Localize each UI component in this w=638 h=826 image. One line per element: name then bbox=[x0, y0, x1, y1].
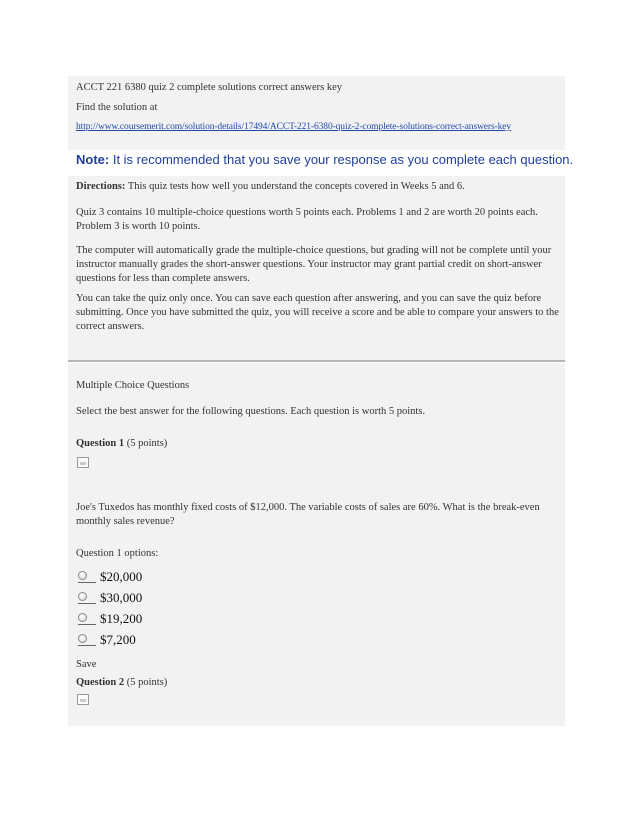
radio-button[interactable] bbox=[78, 613, 87, 622]
header-block bbox=[68, 76, 565, 150]
question-2-points: (5 points) bbox=[124, 677, 168, 688]
directions-paragraph-1: Quiz 3 contains 10 multiple-choice questions worth 5 points each. Problems 1 and 2 are worth 20 points each. Problem 3 is worth 10 points. bbox=[76, 207, 538, 232]
mcq-heading: Multiple Choice Questions bbox=[76, 380, 190, 391]
radio-button[interactable] bbox=[78, 592, 87, 601]
question-1-options-label: Question 1 options: bbox=[76, 548, 159, 559]
note-label: Note: bbox=[76, 152, 110, 167]
directions-block bbox=[68, 176, 565, 360]
image-placeholder-icon bbox=[77, 694, 89, 705]
radio-underline bbox=[78, 645, 96, 646]
note-body: It is recommended that you save your response as you complete each question. bbox=[109, 152, 574, 167]
option-1[interactable] bbox=[78, 568, 143, 586]
directions-paragraph-3: You can take the quiz only once. You can save each question after answering, and you can save the quiz before submitting. Once you have submitted the quiz, you will receive a score and be able to compare your answers to the correct answers. bbox=[76, 293, 559, 332]
image-placeholder-icon bbox=[77, 457, 89, 468]
section-divider bbox=[68, 360, 565, 362]
option-3-label: $19,200 bbox=[100, 611, 143, 626]
directions-text: This quiz tests how well you understand the concepts covered in Weeks 5 and 6. bbox=[125, 181, 465, 192]
question-1-text: Joe's Tuxedos has monthly fixed costs of $12,000. The variable costs of sales are 60%. What is the break-even monthly sales revenue? bbox=[76, 502, 540, 527]
question-1-label: Question 1 bbox=[76, 438, 125, 449]
radio-underline bbox=[78, 603, 96, 604]
question-1-points: (5 points) bbox=[124, 438, 168, 449]
solution-link[interactable]: http://www.coursemerit.com/solution-details/17494/ACCT-221-6380-quiz-2-complete-solutions-correct-answers-key bbox=[76, 122, 512, 132]
save-button[interactable]: Save bbox=[76, 659, 97, 670]
directions-label: Directions: bbox=[76, 181, 126, 192]
option-2-label: $30,000 bbox=[100, 590, 143, 605]
radio-button[interactable] bbox=[78, 571, 87, 580]
option-4-label: $7,200 bbox=[100, 632, 136, 647]
option-4[interactable] bbox=[78, 631, 136, 649]
document-title: ACCT 221 6380 quiz 2 complete solutions correct answers key bbox=[76, 82, 343, 93]
option-3[interactable] bbox=[78, 610, 143, 628]
question-2-header bbox=[76, 676, 167, 690]
radio-underline bbox=[78, 624, 96, 625]
option-1-label: $20,000 bbox=[100, 569, 143, 584]
directions-line bbox=[76, 180, 562, 194]
radio-button[interactable] bbox=[78, 634, 87, 643]
question-1-header bbox=[76, 437, 167, 451]
find-solution-text: Find the solution at bbox=[76, 102, 158, 113]
directions-paragraph-2: The computer will automatically grade the multiple-choice questions, but grading will not be complete until your instructor manually grades the short-answer questions. Your instructor may grant partial credit on short-answer questions for less than complete answers. bbox=[76, 245, 552, 284]
note-text bbox=[76, 152, 573, 167]
question-2-label: Question 2 bbox=[76, 677, 125, 688]
question-2-block bbox=[68, 652, 565, 726]
radio-underline bbox=[78, 582, 96, 583]
mcq-block bbox=[68, 363, 565, 657]
option-2[interactable] bbox=[78, 589, 143, 607]
mcq-instructions: Select the best answer for the following questions. Each question is worth 5 points. bbox=[76, 406, 426, 417]
